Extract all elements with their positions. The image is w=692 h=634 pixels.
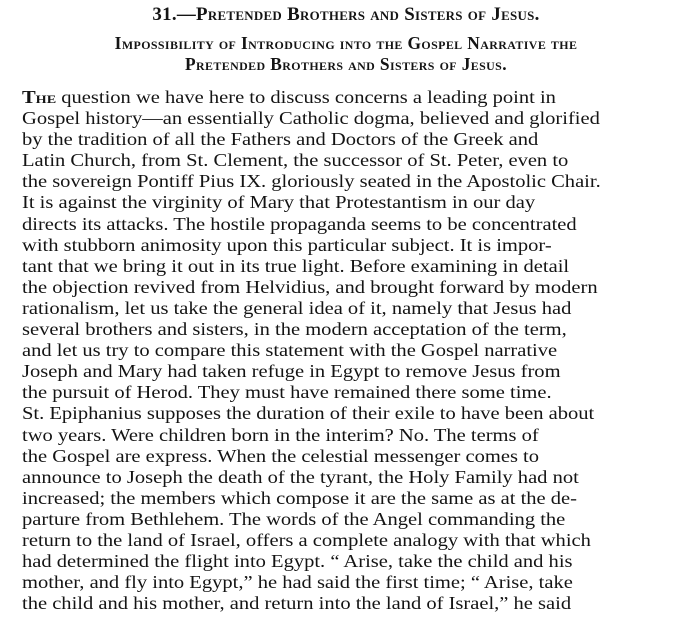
text-line	[22, 171, 690, 192]
text-line-content: and let us try to compare this statement with the Gospel narrative	[22, 340, 558, 361]
text-line-content: Joseph and Mary had taken refuge in Egypt to remove Jesus from	[22, 361, 561, 382]
text-line-content	[22, 87, 556, 108]
section-subtitle-line-2: Pretended Brothers and Sisters of Jesus.	[185, 54, 507, 74]
text-line	[22, 277, 690, 298]
text-line	[22, 425, 690, 446]
text-line-content: tant that we bring it out in its true light. Before examining in detail	[22, 255, 570, 276]
text-line-content: two years. Were children born in the interim? No. The terms of	[22, 424, 539, 445]
text-line-content: by the tradition of all the Fathers and Doctors of the Greek and	[22, 129, 539, 150]
lead-word: The	[22, 87, 57, 107]
text-line-rest: question we have here to discuss concerns a leading point in	[56, 87, 556, 107]
text-line-content: return to the land of Israel, offers a complete analogy with that which	[22, 529, 591, 550]
text-line-content: increased; the members which compose it are the same as at the de-	[22, 487, 578, 508]
text-line-content: directs its attacks. The hostile propaganda seems to be concentrated	[22, 213, 577, 234]
text-line	[22, 382, 690, 403]
section-title: 31.—Pretended Brothers and Sisters of Jesus.	[152, 4, 540, 25]
text-line	[22, 403, 690, 424]
text-line-content: the child and his mother, and return into the land of Israel,” he said	[22, 593, 572, 614]
text-line	[22, 108, 690, 129]
text-line-content: the pursuit of Herod. They must have remained there some time.	[22, 382, 552, 403]
text-line-content: parture from Bethlehem. The words of the Angel commanding the	[22, 508, 566, 529]
text-line-content: Latin Church, from St. Clement, the successor of St. Peter, even to	[22, 150, 569, 171]
text-line	[22, 87, 690, 108]
text-line	[22, 467, 690, 488]
text-line-content: with stubborn animosity upon this particular subject. It is impor-	[22, 234, 552, 255]
body-paragraph	[22, 87, 690, 614]
text-line	[22, 340, 690, 361]
text-line	[22, 446, 690, 467]
text-line	[22, 361, 690, 382]
text-line	[22, 150, 690, 171]
text-line-content: mother, and fly into Egypt,” he had said the first time; “ Arise, take	[22, 572, 573, 593]
text-line	[22, 214, 690, 235]
text-line	[22, 488, 690, 509]
text-line	[22, 572, 690, 593]
text-line-content: the Gospel are express. When the celestial messenger comes to	[22, 445, 540, 466]
text-line-content: St. Epiphanius supposes the duration of their exile to have been about	[22, 403, 595, 424]
text-line-content: had determined the flight into Egypt. “ Arise, take the child and his	[22, 551, 573, 572]
text-line	[22, 129, 690, 150]
text-line	[22, 509, 690, 530]
text-line	[22, 192, 690, 213]
text-line-content: the sovereign Pontiff Pius IX. gloriously seated in the Apostolic Chair.	[22, 171, 601, 192]
text-line	[22, 551, 690, 572]
text-line	[22, 256, 690, 277]
text-line	[22, 298, 690, 319]
section-subtitle-line-1: Impossibility of Introducing into the Gospel Narrative the	[114, 33, 578, 53]
text-line-content: the objection revived from Helvidius, and brought forward by modern	[22, 276, 598, 297]
text-line-content: several brothers and sisters, in the modern acceptation of the term,	[22, 319, 567, 340]
text-line	[22, 530, 690, 551]
text-line-content: Gospel history—an essentially Catholic dogma, believed and glorified	[22, 108, 600, 129]
text-line-content: It is against the virginity of Mary that Protestantism in our day	[22, 192, 536, 213]
text-line-content: rationalism, let us take the general idea of it, namely that Jesus had	[22, 297, 572, 318]
text-line	[22, 319, 690, 340]
text-line	[22, 593, 690, 614]
text-line-content: announce to Joseph the death of the tyrant, the Holy Family had not	[22, 466, 579, 487]
text-line	[22, 235, 690, 256]
